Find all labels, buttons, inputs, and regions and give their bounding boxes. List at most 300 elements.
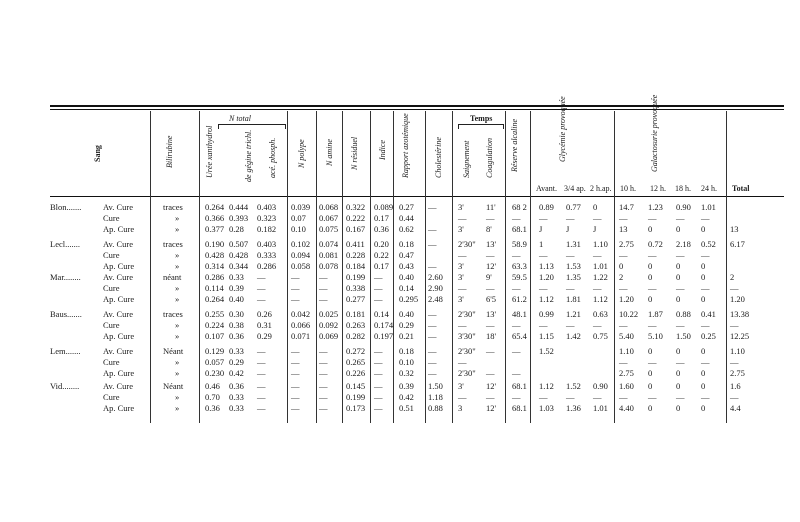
table-row [0, 261, 800, 271]
table-cell: 8' [486, 224, 492, 234]
table-cell: 0.094 [291, 250, 311, 260]
table-cell: — [648, 283, 657, 293]
table-cell: 0.77 [566, 202, 581, 212]
table-cell: — [648, 320, 657, 330]
table-cell: 0.36 [374, 224, 389, 234]
table-cell: — [486, 346, 495, 356]
bilirubine-value: » [175, 294, 180, 304]
table-cell: 0 [676, 368, 681, 378]
table-row [0, 331, 800, 341]
table-cell: 0.10 [399, 357, 414, 367]
table-cell: 1.20 [730, 294, 745, 304]
table-cell: — [428, 224, 437, 234]
table-cell: 1.6 [730, 381, 741, 391]
table-cell: 0.081 [319, 250, 339, 260]
bilirubine-value: » [175, 320, 180, 330]
table-cell: 0.224 [205, 320, 225, 330]
table-cell: 0 [648, 224, 653, 234]
table-cell: J [593, 224, 597, 234]
table-cell: 1.52 [566, 381, 581, 391]
bilirubine-value: traces [163, 239, 183, 249]
header-18h: 18 h. [675, 184, 691, 193]
table-cell: — [428, 357, 437, 367]
table-cell: 0 [701, 403, 706, 413]
patient-name: Baus....... [50, 309, 82, 319]
table-cell: 0 [701, 294, 706, 304]
table-cell: — [291, 272, 300, 282]
table-cell: 0 [648, 381, 653, 391]
patient-name: Blon....... [50, 202, 82, 212]
table-cell: 0.295 [399, 294, 419, 304]
table-cell: 0.277 [346, 294, 366, 304]
table-cell: 0.20 [374, 239, 389, 249]
table-cell: 0.263 [346, 320, 366, 330]
table-cell: — [257, 403, 266, 413]
table-cell: 0.40 [399, 309, 414, 319]
header-uree: Urée xanthydrol [205, 125, 214, 178]
table-cell: — [257, 346, 266, 356]
table-cell: 0.33 [229, 392, 244, 402]
table-cell: — [676, 320, 685, 330]
row-label: Av. Cure [103, 381, 133, 391]
table-cell: — [676, 250, 685, 260]
header-indice: Indice [378, 140, 387, 160]
table-cell: 0.333 [257, 250, 277, 260]
table-cell: 12.25 [730, 331, 750, 341]
header-12h: 12 h. [650, 184, 666, 193]
table-cell: — [458, 357, 467, 367]
header-10h: 10 h. [620, 184, 636, 193]
table-cell: — [291, 346, 300, 356]
table-cell: 0.264 [205, 202, 225, 212]
table-row [0, 320, 800, 330]
table-cell: 2.48 [428, 294, 443, 304]
bilirubine-value: » [175, 283, 180, 293]
patient-name: Mar........ [50, 272, 81, 282]
table-cell: — [619, 213, 628, 223]
table-cell: 0.067 [319, 213, 339, 223]
table-cell: — [458, 283, 467, 293]
top-rule [50, 105, 784, 107]
table-cell: — [319, 346, 328, 356]
header-bilirubine: Bilirubine [165, 135, 174, 168]
table-cell: 0.40 [229, 294, 244, 304]
table-cell: 68.1 [512, 381, 527, 391]
table-cell: 0.17 [374, 213, 389, 223]
bilirubine-value: » [175, 357, 180, 367]
table-cell: 0.07 [291, 213, 306, 223]
bilirubine-value: Néant [163, 346, 184, 356]
table-cell: — [374, 403, 383, 413]
table-cell: 2.75 [619, 368, 634, 378]
table-cell: 0.42 [229, 368, 244, 378]
table-cell: 0.403 [257, 202, 277, 212]
table-cell: — [257, 368, 266, 378]
row-label: Av. Cure [103, 202, 133, 212]
table-cell: — [619, 250, 628, 260]
top-rule-thin [50, 109, 784, 110]
table-cell: 0 [648, 403, 653, 413]
table-cell: 0.75 [593, 331, 608, 341]
table-cell: — [428, 261, 437, 271]
table-cell: — [593, 213, 602, 223]
table-cell: 0.226 [346, 368, 366, 378]
table-row [0, 283, 800, 293]
table-row [0, 294, 800, 304]
table-cell: 1.01 [593, 261, 608, 271]
table-cell: 0.222 [346, 213, 366, 223]
table-cell: 0.089 [374, 202, 394, 212]
table-cell: — [257, 392, 266, 402]
bilirubine-value: Néant [163, 381, 184, 391]
table-cell: 0 [676, 381, 681, 391]
table-cell: 0.44 [399, 213, 414, 223]
table-cell: 0.068 [319, 202, 339, 212]
table-cell: 0.41 [701, 309, 716, 319]
row-label: Cure [103, 213, 120, 223]
bilirubine-value: traces [163, 202, 183, 212]
table-cell: — [428, 309, 437, 319]
table-cell: 0.33 [229, 346, 244, 356]
bilirubine-value: néant [163, 272, 182, 282]
table-cell: — [319, 368, 328, 378]
table-cell: — [291, 294, 300, 304]
table-cell: 1.20 [619, 294, 634, 304]
table-cell: 0 [701, 346, 706, 356]
table-cell: 1.01 [701, 202, 716, 212]
table-cell: 48.1 [512, 309, 527, 319]
table-cell: 1.50 [676, 331, 691, 341]
table-cell: — [539, 250, 548, 260]
table-row [0, 239, 800, 249]
table-cell: 0.184 [346, 261, 366, 271]
table-cell: 0.066 [291, 320, 311, 330]
table-cell: 1.22 [593, 272, 608, 282]
table-row [0, 392, 800, 402]
table-cell: 0.197 [374, 331, 394, 341]
table-cell: — [701, 320, 710, 330]
table-cell: 3' [458, 381, 464, 391]
table-row [0, 357, 800, 367]
table-cell: — [428, 346, 437, 356]
table-cell: 0.199 [346, 392, 366, 402]
table-cell: 0.36 [205, 403, 220, 413]
table-row [0, 272, 800, 282]
header-galactosurie: Galactosurie provoquée [650, 94, 659, 172]
table-cell: — [512, 250, 521, 260]
table-cell: 3'30" [458, 331, 476, 341]
table-cell: — [648, 213, 657, 223]
table-cell: — [319, 294, 328, 304]
table-cell: 0 [701, 261, 706, 271]
header-glycemie: Glycémie provoquée [558, 96, 567, 162]
table-cell: 68 2 [512, 202, 527, 212]
table-cell: 0 [676, 403, 681, 413]
table-cell: 0.393 [229, 213, 249, 223]
table-cell: — [701, 213, 710, 223]
table-cell: 13' [486, 309, 497, 319]
table-cell: — [291, 368, 300, 378]
table-cell: — [512, 368, 521, 378]
table-cell: 0.403 [257, 239, 277, 249]
table-cell: — [257, 294, 266, 304]
table-cell: 1.42 [566, 331, 581, 341]
table-cell: 0.90 [593, 381, 608, 391]
table-cell: — [291, 392, 300, 402]
table-cell: 3' [458, 202, 464, 212]
header-2h-ap: 2 h.ap. [590, 184, 612, 193]
table-cell: 0.90 [676, 202, 691, 212]
table-cell: 2.75 [730, 368, 745, 378]
table-cell: — [319, 403, 328, 413]
table-cell: — [257, 272, 266, 282]
table-cell: 1.18 [428, 392, 443, 402]
table-cell: 0.173 [346, 403, 366, 413]
header-temps: Temps [470, 114, 493, 123]
bilirubine-value: » [175, 224, 180, 234]
table-cell: 0.314 [205, 261, 225, 271]
table-cell: 0 [593, 202, 598, 212]
table-cell: 1.23 [648, 202, 663, 212]
table-cell: — [486, 320, 495, 330]
table-cell: 2 [730, 272, 735, 282]
table-cell: — [486, 368, 495, 378]
table-cell: — [428, 202, 437, 212]
header-amine: N amine [325, 139, 334, 166]
table-cell: — [730, 392, 739, 402]
table-cell: — [428, 239, 437, 249]
table-cell: 0.99 [539, 309, 554, 319]
table-cell: 0.042 [291, 309, 311, 319]
table-row [0, 213, 800, 223]
table-cell: 0.14 [399, 283, 414, 293]
table-cell: 0 [648, 294, 653, 304]
table-cell: — [539, 320, 548, 330]
table-cell: 0.428 [229, 250, 249, 260]
table-cell: — [593, 283, 602, 293]
table-cell: — [374, 346, 383, 356]
table-cell: 0.411 [346, 239, 365, 249]
table-cell: 0.18 [399, 239, 414, 249]
table-cell: 0.17 [374, 261, 389, 271]
table-cell: 2.75 [619, 239, 634, 249]
table-cell: 0.30 [229, 309, 244, 319]
table-cell: 0.102 [291, 239, 311, 249]
table-cell: 0.39 [399, 381, 414, 391]
table-cell: 0 [676, 224, 681, 234]
table-cell: 0.323 [257, 213, 277, 223]
table-cell: 4.4 [730, 403, 741, 413]
table-cell: — [619, 320, 628, 330]
table-cell: 59.5 [512, 272, 527, 282]
table-cell: 2.18 [676, 239, 691, 249]
table-row [0, 250, 800, 260]
table-cell: 0.31 [257, 320, 272, 330]
table-cell: 2 [619, 272, 624, 282]
row-label: Ap. Cure [103, 331, 135, 341]
table-cell: 1.10 [593, 239, 608, 249]
table-cell: 13' [486, 239, 497, 249]
table-cell: — [701, 283, 710, 293]
table-cell: 0.344 [229, 261, 249, 271]
table-cell: — [730, 283, 739, 293]
table-cell: — [374, 368, 383, 378]
table-row [0, 202, 800, 212]
table-cell: 1.12 [539, 381, 554, 391]
table-cell: 0.255 [205, 309, 225, 319]
table-cell: — [291, 283, 300, 293]
table-cell: — [428, 368, 437, 378]
table-cell: 6'5 [486, 294, 497, 304]
table-cell: 0 [676, 294, 681, 304]
table-cell: — [619, 283, 628, 293]
table-cell: 0.265 [346, 357, 366, 367]
table-cell: — [619, 392, 628, 402]
table-row [0, 346, 800, 356]
table-cell: 0 [648, 272, 653, 282]
table-cell: — [730, 357, 739, 367]
table-cell: — [648, 250, 657, 260]
table-cell: — [566, 213, 575, 223]
table-cell: 65.4 [512, 331, 527, 341]
table-cell: 0 [648, 346, 653, 356]
table-cell: 0 [701, 272, 706, 282]
temps-brace [458, 124, 504, 129]
table-cell: 0.14 [374, 309, 389, 319]
table-cell: 0.25 [701, 331, 716, 341]
table-cell: 2.90 [428, 283, 443, 293]
table-cell: — [566, 392, 575, 402]
table-cell: — [512, 283, 521, 293]
table-row [0, 403, 800, 413]
table-cell: 2'30" [458, 346, 476, 356]
table-cell: 0 [676, 272, 681, 282]
table-cell: — [676, 357, 685, 367]
table-cell: 58.9 [512, 239, 527, 249]
table-cell: — [319, 392, 328, 402]
table-cell: — [458, 213, 467, 223]
table-cell: — [701, 357, 710, 367]
table-cell: 0.29 [229, 357, 244, 367]
table-cell: 0.182 [257, 224, 277, 234]
table-cell: 0 [648, 261, 653, 271]
table-cell: — [701, 392, 710, 402]
table-cell: 0.43 [399, 261, 414, 271]
table-cell: 14.7 [619, 202, 634, 212]
table-cell: J [539, 224, 543, 234]
table-cell: 0.46 [205, 381, 220, 391]
table-cell: 6.17 [730, 239, 745, 249]
table-cell: 0.129 [205, 346, 225, 356]
bilirubine-value: » [175, 403, 180, 413]
table-cell: 0.322 [346, 202, 366, 212]
table-cell: — [486, 213, 495, 223]
header-residuel: N résiduel [350, 136, 359, 170]
table-cell: 3' [458, 272, 464, 282]
table-cell: 1 [539, 239, 544, 249]
table-row [0, 381, 800, 391]
header-polype: N polype [297, 139, 306, 168]
table-cell: — [291, 403, 300, 413]
header-coagulation: Coagulation [485, 137, 494, 178]
table-cell: — [428, 320, 437, 330]
table-cell: 0.057 [205, 357, 225, 367]
table-cell: — [593, 320, 602, 330]
table-cell: 0.174 [374, 320, 394, 330]
table-cell: — [458, 250, 467, 260]
table-cell: 0 [701, 368, 706, 378]
table-cell: 0.069 [319, 331, 339, 341]
row-label: Cure [103, 357, 120, 367]
table-cell: 1.12 [593, 294, 608, 304]
table-cell: — [676, 213, 685, 223]
table-row [0, 368, 800, 378]
table-cell: 1.15 [539, 331, 554, 341]
table-cell: 1.60 [619, 381, 634, 391]
table-cell: 12' [486, 381, 497, 391]
table-cell: 0.28 [229, 224, 244, 234]
table-cell: 1.52 [539, 346, 554, 356]
table-cell: 12' [486, 403, 497, 413]
table-cell: — [676, 283, 685, 293]
header-saignement: Saignement [462, 140, 471, 178]
table-cell: — [458, 392, 467, 402]
table-row [0, 224, 800, 234]
table-cell: — [257, 283, 266, 293]
table-cell: 0.70 [205, 392, 220, 402]
table-cell: 5.10 [648, 331, 663, 341]
table-cell: 0.72 [648, 239, 663, 249]
table-cell: — [648, 357, 657, 367]
table-cell: 13 [619, 224, 628, 234]
table-cell: 1.36 [566, 403, 581, 413]
table-cell: — [512, 392, 521, 402]
table-cell: 0.230 [205, 368, 225, 378]
table-cell: — [539, 283, 548, 293]
table-cell: — [374, 392, 383, 402]
table-cell: 0.286 [205, 272, 225, 282]
patient-name: Lecl....... [50, 239, 80, 249]
table-cell: — [593, 392, 602, 402]
table-cell: 0 [676, 261, 681, 271]
table-cell: J [566, 224, 570, 234]
bilirubine-value: » [175, 261, 180, 271]
table-cell: — [486, 283, 495, 293]
table-cell: 0.32 [399, 368, 414, 378]
table-cell: 0.078 [319, 261, 339, 271]
table-cell: 0.286 [257, 261, 277, 271]
table-cell: 0.039 [291, 202, 311, 212]
table-cell: — [291, 357, 300, 367]
table-cell: 0.33 [229, 403, 244, 413]
table-cell: 0.62 [399, 224, 414, 234]
table-cell: 4.40 [619, 403, 634, 413]
table-cell: 1.01 [593, 403, 608, 413]
bilirubine-value: traces [163, 309, 183, 319]
table-cell: 0.507 [229, 239, 249, 249]
header-n-total: N total [229, 114, 252, 123]
header-bottom-rule [50, 196, 784, 197]
table-cell: 10.22 [619, 309, 639, 319]
table-cell: 68.1 [512, 403, 527, 413]
table-cell: 0.21 [399, 331, 414, 341]
table-cell: 1.53 [566, 261, 581, 271]
table-cell: 2.60 [428, 272, 443, 282]
table-cell: 0.074 [319, 239, 339, 249]
table-cell: 0 [676, 346, 681, 356]
row-label: Av. Cure [103, 309, 133, 319]
table-cell: 18' [486, 331, 497, 341]
